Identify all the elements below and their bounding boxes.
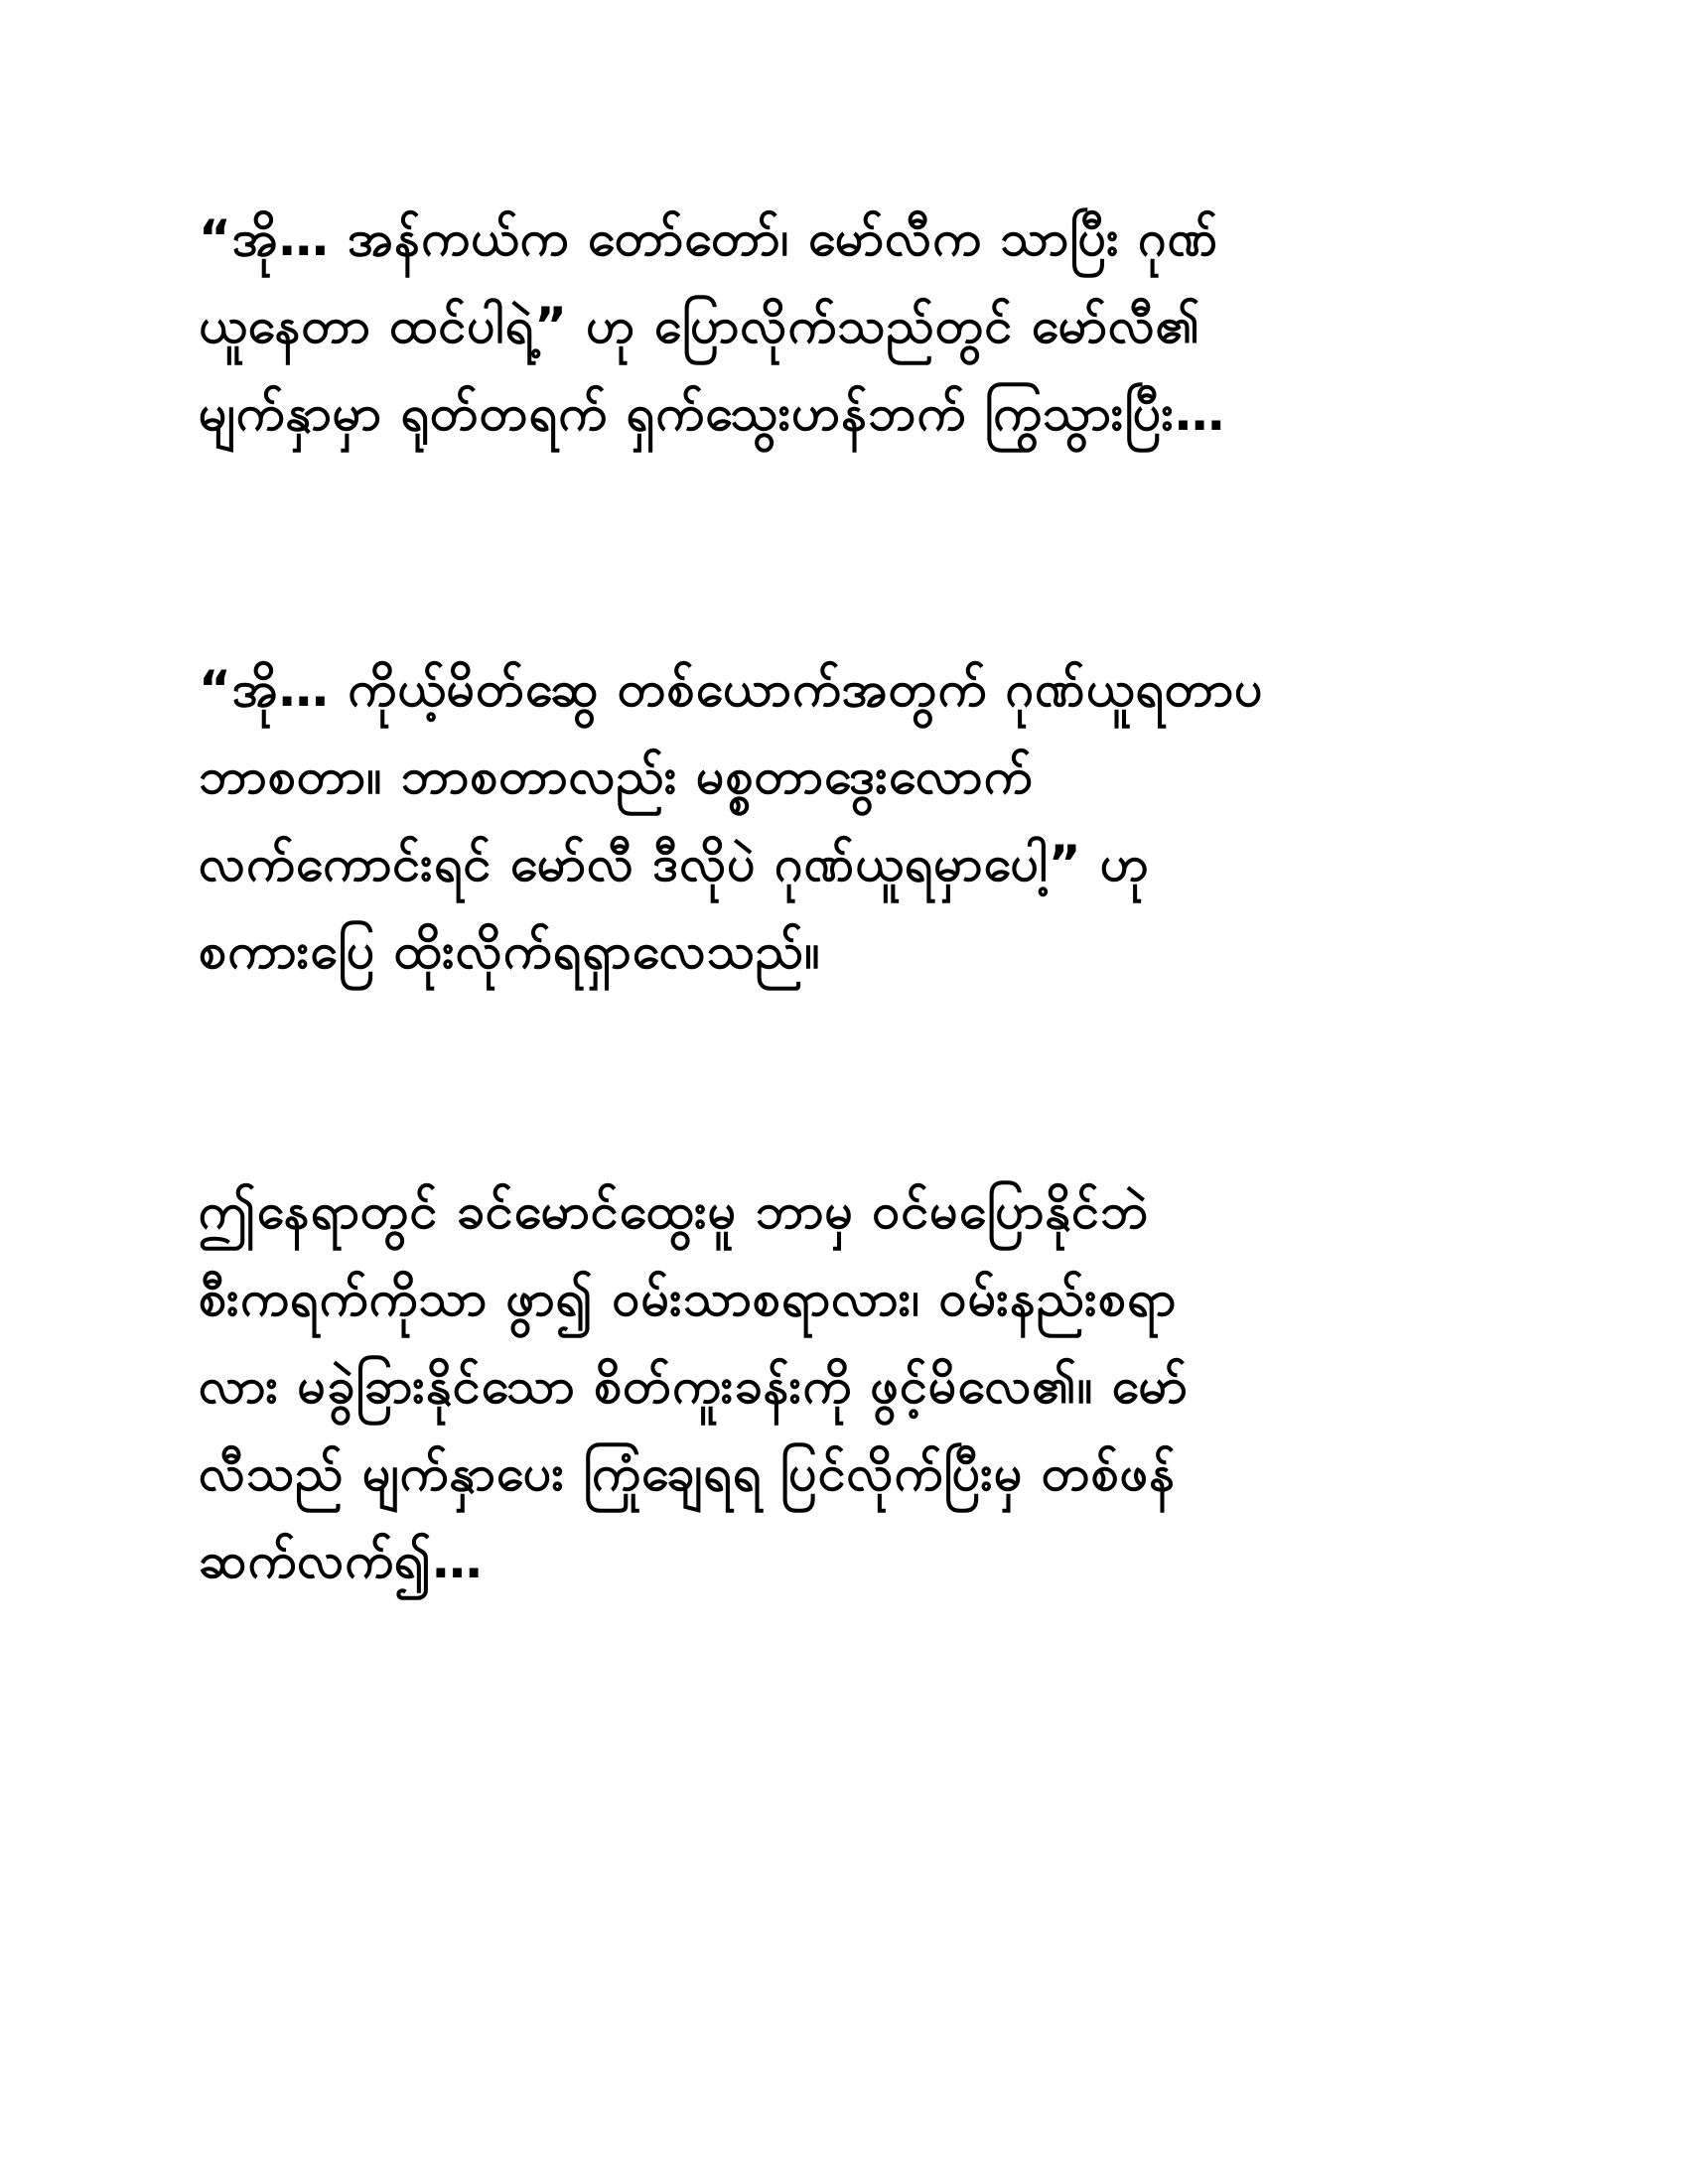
- paragraph-2: [199, 645, 1489, 995]
- paragraph-line: “အို… ကိုယ့်မိတ်ဆွေ တစ်ယောက်အတွက် ဂုဏ်ယူရတာပ: [199, 660, 1264, 718]
- paragraph-line: လက်ကောင်းရင် မော်လီ ဒီလိုပဲ ဂုဏ်ယူရမှာပေါ့” ဟု: [199, 835, 1150, 892]
- paragraph-line: လား မခွဲခြားနိုင်သော စိတ်ကူးခန်းကို ဖွင့်မိလေ၏။ မော်: [199, 1357, 1189, 1415]
- paragraph-line: “အို… အန်ကယ်က တော်တော်၊ မော်လီက သာပြီး ဂုဏ်: [199, 209, 1219, 267]
- paragraph-line: ယူနေတာ ထင်ပါရဲ့” ဟု ပြောလိုက်သည်တွင် မော်လီ၏: [199, 297, 1201, 354]
- paragraph-line: လီသည် မျက်နှာပေး ကြုံချေရရ ပြင်လိုက်ပြီးမှ တစ်ဖန်: [199, 1444, 1177, 1502]
- paragraph-line: ဤနေရာတွင် ခင်မောင်ထွေးမူ ဘာမှ ဝင်မပြောနိုင်ဘဲ: [199, 1182, 1150, 1240]
- paragraph-line: ဘာစတာ။ ဘာစတာလည်း မစ္စတာဒွေးလောက်: [199, 748, 1034, 805]
- paragraph-line: စီးကရက်ကိုသာ ဖွာ၍ ဝမ်းသာစရာလား၊ ဝမ်းနည်းစရာ: [199, 1270, 1178, 1327]
- paragraph-line: မျက်နှာမှာ ရုတ်တရက် ရှက်သွေးဟန်ဘက် ကြွသွားပြီး…: [199, 384, 1226, 442]
- paragraph-line: ဆက်လက်၍…: [199, 1532, 484, 1589]
- paragraph-1: [199, 195, 1489, 457]
- paragraph-3: [199, 1167, 1489, 1604]
- paragraph-line: စကားပြေ ထိုးလိုက်ရရှာလေသည်။: [199, 922, 821, 980]
